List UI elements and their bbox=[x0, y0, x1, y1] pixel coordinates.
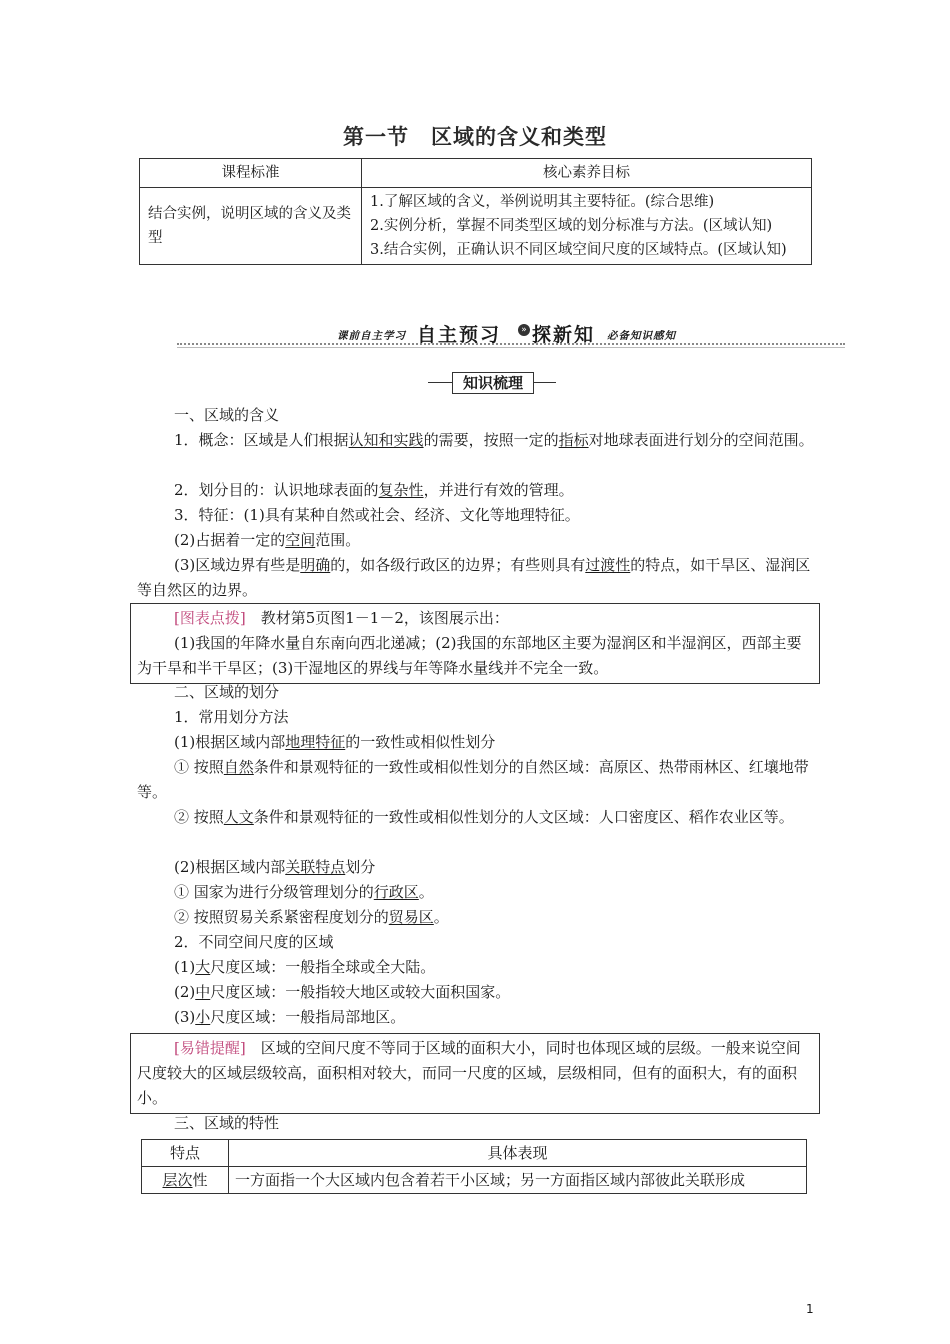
s2-method-a1: ① 按照自然条件和景观特征的一致性或相似性划分的自然区域：高原区、热带雨林区、红壤地带等。 bbox=[137, 758, 809, 801]
goals-cell bbox=[362, 188, 812, 265]
banner-main-2: 探新知 bbox=[532, 324, 596, 346]
s2-method-b1: ① 国家为进行分级管理划分的行政区。 bbox=[174, 883, 434, 901]
s2-method-b2: ② 按照贸易关系紧密程度划分的贸易区。 bbox=[174, 908, 449, 926]
section-banner bbox=[177, 320, 845, 348]
double-chevron-icon: » bbox=[518, 324, 530, 336]
s1-heading: 一、区域的含义 bbox=[174, 406, 280, 424]
mistake-tip-box bbox=[130, 1033, 820, 1114]
s2-scale-title: 2．不同空间尺度的区域 bbox=[174, 933, 334, 951]
features-table bbox=[141, 1139, 807, 1194]
banner-right-text: 必备知识感知 bbox=[607, 330, 676, 342]
banner-left-text: 课前自主学习 bbox=[337, 330, 406, 342]
knowledge-tag-label: 知识梳理 bbox=[452, 372, 534, 394]
s3-heading: 三、区域的特性 bbox=[174, 1114, 280, 1132]
page-title: 第一节 区域的含义和类型 bbox=[343, 125, 607, 149]
goal-2: 2.实例分析，掌握不同类型区域的划分标准与方法。(区域认知) bbox=[370, 218, 773, 234]
s1-concept: 1．概念：区域是人们根据认知和实践的需要，按照一定的指标对地球表面进行划分的空间范围。 bbox=[174, 431, 814, 449]
mistake-tip-tag: [易错提醒] bbox=[174, 1039, 246, 1057]
standards-table bbox=[139, 158, 812, 265]
s2-scale-small: (3)小尺度区域：一般指局部地区。 bbox=[174, 1008, 406, 1026]
s2-scale-medium: (2)中尺度区域：一般指较大地区或较大面积国家。 bbox=[174, 983, 511, 1001]
knowledge-tag bbox=[428, 372, 556, 394]
s2-method-a: (1)根据区域内部地理特征的一致性或相似性划分 bbox=[174, 733, 496, 751]
s2-method-title: 1．常用划分方法 bbox=[174, 708, 289, 726]
features-header-key: 特点 bbox=[142, 1140, 229, 1167]
standard-text: 结合实例，说明区域的含义及类型 bbox=[140, 188, 362, 265]
chart-tip-tag: [图表点拨] bbox=[174, 609, 246, 627]
banner-rule bbox=[177, 347, 845, 348]
s1-feature-3: (3)区域边界有些是明确的，如各级行政区的边界；有些则具有过渡性的特点，如干旱区、湿润区等自然区的边界。 bbox=[137, 556, 811, 599]
s1-feature-2: (2)占据着一定的空间范围。 bbox=[174, 531, 361, 549]
header-goals: 核心素养目标 bbox=[362, 159, 812, 188]
page-number: 1 bbox=[806, 1302, 814, 1316]
banner-main-1: 自主预习 bbox=[417, 324, 502, 346]
banner-dotted-line bbox=[177, 343, 845, 345]
s1-feature-1: 3．特征：(1)具有某种自然或社会、经济、文化等地理特征。 bbox=[174, 506, 580, 524]
mistake-tip-body: [易错提醒] 区域的空间尺度不等同于区域的面积大小，同时也体现区域的层级。一般来说空间尺度较大的区域层级较高，面积相对较大，而同一尺度的区域，层级相同，但有的面积大，有的面积小。 bbox=[137, 1039, 801, 1107]
goal-3: 3.结合实例，正确认识不同区域空间尺度的区域特点。(区域认知) bbox=[370, 242, 787, 258]
goal-1: 1.了解区域的含义，举例说明其主要特征。(综合思维) bbox=[370, 194, 715, 210]
s2-method-b: (2)根据区域内部关联特点划分 bbox=[174, 858, 376, 876]
s2-heading: 二、区域的划分 bbox=[174, 683, 280, 701]
s2-scale-large: (1)大尺度区域：一般指全球或全大陆。 bbox=[174, 958, 436, 976]
chart-tip-body: (1)我国的年降水量自东南向西北递减；(2)我国的东部地区主要为湿润区和半湿润区，西部主要为干旱和半干旱区；(3)干湿地区的界线与年等降水量线并不完全一致。 bbox=[137, 634, 802, 677]
s2-method-a2: ② 按照人文条件和景观特征的一致性或相似性划分的人文区域：人口密度区、稻作农业区等。 bbox=[174, 808, 794, 826]
features-header-value: 具体表现 bbox=[229, 1140, 807, 1167]
header-standard: 课程标准 bbox=[140, 159, 362, 188]
feature-value-hierarchy: 一方面指一个大区域内包含着若干小区域；另一方面指区域内部彼此关联形成 bbox=[229, 1167, 807, 1194]
feature-key-hierarchy: 层次性 bbox=[142, 1167, 229, 1194]
chart-tip-box bbox=[130, 603, 820, 684]
chart-tip-lead: [图表点拨] 教材第5页图1－1－2，该图展示出： bbox=[174, 609, 509, 627]
s1-purpose: 2．划分目的：认识地球表面的复杂性，并进行有效的管理。 bbox=[174, 481, 574, 499]
